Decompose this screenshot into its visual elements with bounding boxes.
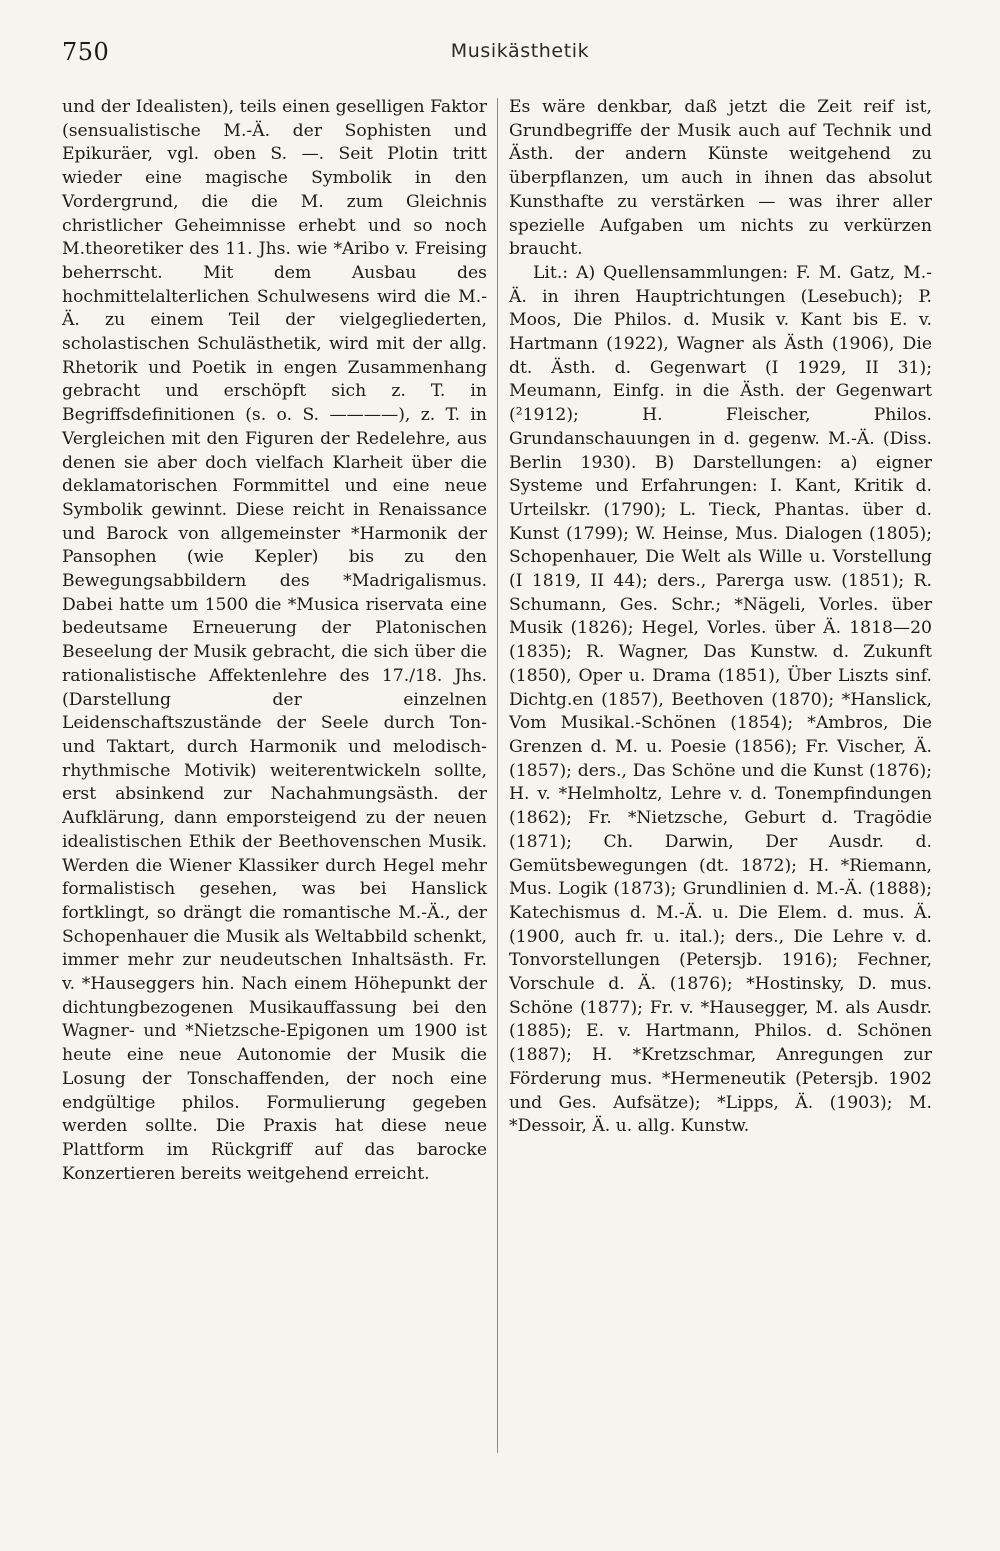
right-column-paragraph-1: Es wäre denkbar, daß jetzt die Zeit reif ist, Grundbegriffe der Musik auch auf Technik und Ästh. der andern Künste weitgehend zu überpflanzen, um auch in ihnen das absolut Kunsthafte zu verstärken — was ihrer aller spezielle Aufgaben um nichts zu verkürzen braucht. — [509, 97, 932, 260]
running-head: Musikästhetik — [450, 40, 590, 62]
literature-paragraph: Lit.: A) Quellensammlungen: F. M. Gatz, M.-Ä. in ihren Hauptrichtungen (Lesebuch); P. Moos, Die Philos. d. Musik v. Kant bis E. v. Hartmann (1922), Wagner als Ästh (1906), Die dt. Ästh. d. Gegenwart (I 1929, II 31); Meumann, Einfg. in die Ästh. der Gegenwart (²1912); H. Fleischer, Philos. Grundanschauungen in d. gegenw. M.-Ä. (Diss. Berlin 1930). B) Darstellungen: a) eigner Systeme und Erfahrungen: I. Kant, Kritik d. Urteilskr. (1790); L. Tieck, Phantas. über d. Kunst (1799); W. Heinse, Mus. Dialogen (1805); Schopenhauer, Die Welt als Wille u. Vorstellung (I 1819, II 44); ders., Parerga usw. (1851); R. Schumann, Ges. Schr.; *Nägeli, Vorles. über Musik (1826); Hegel, Vorles. über Ä. 1818—20 (1835); R. Wagner, Das Kunstw. d. Zukunft (1850), Oper u. Drama (1851), Über Liszts sinf. Dichtg.en (1857), Beethoven (1870); *Hanslick, Vom Musikal.-Schönen (1854); *Ambros, Die Grenzen d. M. u. Poesie (1856); Fr. Vischer, Ä. (1857); ders., Das Schöne und die Kunst (1876); H. v. *Helmholtz, Lehre v. d. Tonempfindungen (1862); Fr. *Nietzsche, Geburt d. Tragödie (1871); Ch. Darwin, Der Ausdr. d. Gemütsbewegungen (dt. 1872); H. *Riemann, Mus. Logik (1873); Grundlinien d. M.-Ä. (1888); Katechismus d. M.-Ä. u. Die Elem. d. mus. Ä. (1900, auch fr. u. ital.); ders., Die Lehre v. d. Tonvorstellungen (Petersjb. 1916); Fechner, Vorschule d. Ä. (1876); *Hostinsky, D. mus. Schöne (1877); Fr. v. *Hausegger, M. als Ausdr. (1885); E. v. Hartmann, Philos. d. Schönen (1887); H. *Kretzschmar, Anregungen zur Förderung mus. *Hermeneutik (Petersjb. 1902 und Ges. Aufsätze); *Lipps, Ä. (1903); M. *Dessoir, Ä. u. allg. Kunstw. — [509, 262, 932, 1137]
column-divider — [497, 98, 498, 1453]
right-column — [509, 96, 932, 1139]
left-column — [62, 96, 487, 1186]
left-column-text: und der Idealisten), teils einen geselligen Faktor (sensualistische M.-Ä. der Sophisten und Epikuräer, vgl. oben S. —. Seit Plotin tritt wieder eine magische Symbolik in den Vordergrund, die die M. zum Gleichnis christlicher Geheimnisse erhebt und so noch M.theoretiker des 11. Jhs. wie *Aribo v. Freising beherrscht. Mit dem Ausbau des hochmittelalterlichen Schulwesens wird die M.-Ä. zu einem Teil der vielgegliederten, scholastischen Schulästhetik, wird mit der allg. Rhetorik und Poetik in engen Zusammenhang gebracht und erschöpft sich z. T. in Begriffsdefinitionen (s. o. S. ————), z. T. in Vergleichen mit den Figuren der Redelehre, aus denen sie aber doch vielfach Klarheit über die deklamatorischen Formmittel und eine neue Symbolik gewinnt. Diese reicht in Renaissance und Barock von allgemeinster *Harmonik der Pansophen (wie Kepler) bis zu den Bewegungsabbildern des *Madrigalismus. Dabei hatte um 1500 die *Musica riservata eine bedeutsame Erneuerung der Platonischen Beseelung der Musik gebracht, die sich über die rationalistische Affektenlehre des 17./18. Jhs. (Darstellung der einzelnen Leidenschaftszustände der Seele durch Ton- und Taktart, durch Harmonik und melodisch-rhythmische Motivik) weiterentwickeln sollte, erst absinkend zur Nachahmungsästh. der Aufklärung, dann emporsteigend zu der neuen idealistischen Ethik der Beethovenschen Musik. Werden die Wiener Klassiker durch Hegel mehr formalistisch gesehen, was bei Hanslick fortklingt, so drängt die romantische M.-Ä., der Schopenhauer die Musik als Weltabbild schenkt, immer mehr zur neudeutschen Inhaltsästh. Fr. v. *Hauseggers hin. Nach einem Höhepunkt der dichtungbezogenen Musikauffassung bei den Wagner- und *Nietzsche-Epigonen um 1900 ist heute eine neue Autonomie der Musik die Losung der Tonschaffenden, der noch eine endgültige philos. Formulierung gegeben werden sollte. Die Praxis hat diese neue Plattform im Rückgriff auf das barocke Konzertieren bereits weitgehend erreicht. — [62, 97, 487, 1184]
page-number: 750 — [62, 38, 110, 66]
